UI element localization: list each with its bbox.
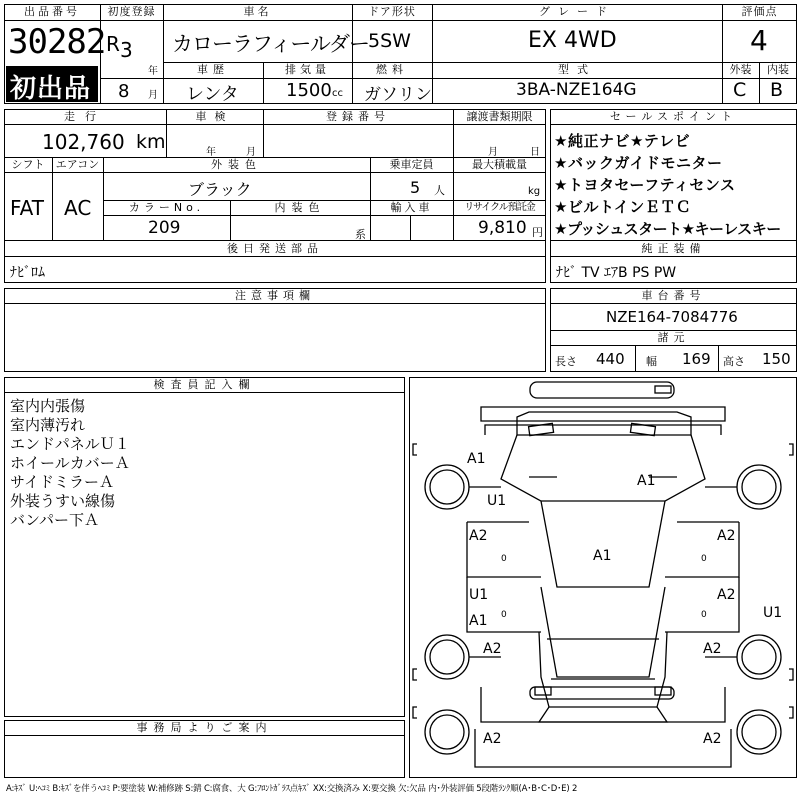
length: 440 — [596, 350, 625, 368]
shift: FAT — [10, 196, 45, 220]
disp-label: 排気量 — [285, 63, 330, 76]
ac: AC — [64, 196, 92, 220]
history-label: 車歴 — [197, 63, 229, 76]
damage-mark: A1 — [467, 451, 486, 467]
reg-year: 3 — [120, 38, 133, 62]
intcolor-label: 内装色 — [274, 201, 326, 214]
damage-mark: A1 — [637, 473, 656, 489]
first-listing-text: 初出品 — [10, 74, 92, 104]
damage-mark: A2 — [469, 528, 488, 544]
damage-mark: U1 — [487, 493, 507, 509]
exterior-color: ブラック — [188, 180, 252, 199]
int-grade: B — [770, 79, 784, 101]
sales-point: ★バックガイドモニター — [554, 154, 723, 172]
sales-point: ★プッシュスタート★キーレスキー — [554, 220, 781, 238]
insp-month-unit: 月 — [246, 147, 256, 158]
inspector-note: エンドパネルＵ１ — [10, 435, 130, 453]
damage-mark: A2 — [717, 528, 736, 544]
zero-mark: 0 — [501, 554, 507, 564]
transfer-month-unit: 月 — [488, 147, 498, 158]
reg-month: 8 — [118, 81, 130, 102]
legend: A:ｷｽﾞ U:ﾍｺﾐ B:ｷｽﾞを伴うﾍｺﾐ P:要塗装 W:補修跡 S:錆 C:腐食、大 G:ﾌﾛﾝﾄｶﾞﾗｽ点ｷｽﾞ XX:交換済み X:要交換 欠:欠品 内･外装評価 5段階ﾗﾝｸ順(A･B･C･D･E) 2 — [6, 784, 578, 794]
zero-mark: 0 — [501, 610, 507, 620]
height: 150 — [762, 350, 791, 368]
inspector-note: ホイールカバーＡ — [10, 454, 130, 472]
score-label: 評価点 — [741, 5, 778, 18]
displacement: 1500 — [286, 80, 332, 101]
zero-mark: 0 — [701, 554, 707, 564]
score: 4 — [750, 24, 768, 57]
zero-mark: 0 — [701, 610, 707, 620]
width: 169 — [682, 350, 711, 368]
damage-mark: A1 — [593, 548, 612, 564]
capacity: 5 — [410, 178, 421, 197]
damage-mark: A1 — [469, 613, 488, 629]
equipment: ﾅﾋﾞ TV ｴｱB PS PW — [556, 265, 677, 281]
regno-label: 登録番号 — [326, 110, 390, 123]
reg-era: R — [106, 32, 120, 56]
grade: EX 4WD — [528, 28, 617, 53]
damage-mark: A2 — [483, 641, 502, 657]
door-label: ドア形状 — [368, 5, 416, 18]
lot-number: 30282 — [8, 22, 106, 62]
inspection-label: 車検 — [195, 110, 234, 123]
transfer-label: 譲渡書類期限 — [466, 110, 533, 123]
door-type: 5SW — [368, 30, 411, 52]
car-diagram — [409, 377, 797, 778]
name-label: 車名 — [243, 5, 272, 18]
chassis-number: NZE164-7084776 — [606, 308, 738, 326]
damage-mark: A2 — [703, 641, 722, 657]
reg-year-unit: 年 — [148, 66, 158, 77]
width-label: 幅 — [646, 355, 657, 368]
ext-label: 外装 — [729, 63, 752, 76]
inspector-note: バンパー下Ａ — [10, 511, 99, 529]
capacity-label: 乗車定員 — [389, 158, 434, 171]
later-parts-label: 後日発送部品 — [227, 242, 323, 255]
damage-mark: U1 — [763, 605, 783, 621]
height-label: 高さ — [723, 355, 745, 368]
sales-point: ★トヨタセーフティセンス — [554, 176, 736, 194]
inspector-note: 室内薄汚れ — [10, 416, 86, 434]
fuel-label: 燃料 — [376, 63, 408, 76]
insp-year-unit: 年 — [206, 147, 216, 158]
grade-label: グレード — [539, 5, 615, 18]
recycle-label: リサイクル預託金 — [464, 202, 535, 213]
later-parts: ﾅﾋﾞﾛﾑ — [10, 265, 45, 281]
capacity-unit: 人 — [434, 184, 445, 197]
load-unit: kg — [528, 186, 541, 197]
damage-mark: U1 — [469, 587, 489, 603]
sales-label: セールスポイント — [609, 110, 737, 123]
inspector-note: 室内内張傷 — [10, 397, 86, 415]
colorno-label: カラーNo. — [128, 201, 205, 214]
length-label: 長さ — [555, 355, 577, 368]
int-label: 内装 — [767, 63, 789, 76]
inspector-label: 検査員記入欄 — [153, 378, 256, 391]
recycle-unit: 円 — [532, 226, 543, 239]
intcolor-unit: 系 — [355, 228, 366, 241]
reg-label: 初度登録 — [107, 5, 156, 18]
fuel: ガソリン — [364, 85, 432, 105]
model-label: 型式 — [558, 63, 596, 76]
mileage-label: 走行 — [64, 110, 106, 123]
equip-label: 純正装備 — [641, 242, 706, 255]
inspector-note: 外装うすい線傷 — [10, 492, 116, 510]
car-name: カローラフィールダー — [172, 32, 370, 56]
history: レンタ — [186, 84, 239, 105]
import-label: 輸入車 — [390, 201, 433, 214]
model: 3BA-NZE164G — [516, 80, 637, 100]
color-number: 209 — [148, 218, 181, 238]
damage-mark: A2 — [703, 731, 722, 747]
load-label: 最大積載量 — [472, 158, 527, 171]
shift-label: シフト — [11, 158, 45, 171]
chassis-label: 車台番号 — [641, 289, 706, 302]
reg-month-unit: 月 — [148, 90, 158, 101]
caution-label: 注意事項欄 — [235, 289, 315, 302]
mileage: 102,760 — [42, 130, 125, 154]
disp-unit: cc — [332, 88, 343, 99]
inspector-note: サイドミラーＡ — [10, 473, 114, 491]
lot-number-label: 出品番号 — [24, 5, 80, 18]
mileage-unit: km — [136, 131, 166, 153]
office-label: 事務局よりご案内 — [136, 721, 273, 734]
transfer-day-unit: 日 — [530, 147, 540, 158]
damage-mark: A2 — [483, 731, 502, 747]
ext-grade: C — [733, 79, 747, 101]
color-label: 外装色 — [211, 158, 262, 171]
recycle-fee: 9,810 — [478, 218, 527, 238]
ac-label: エアコン — [55, 158, 100, 171]
sales-point: ★純正ナビ★テレビ — [554, 132, 691, 150]
sales-point: ★ビルトインＥＴＣ — [554, 198, 692, 216]
damage-mark: A2 — [717, 587, 736, 603]
dims-label: 諸元 — [657, 331, 690, 344]
